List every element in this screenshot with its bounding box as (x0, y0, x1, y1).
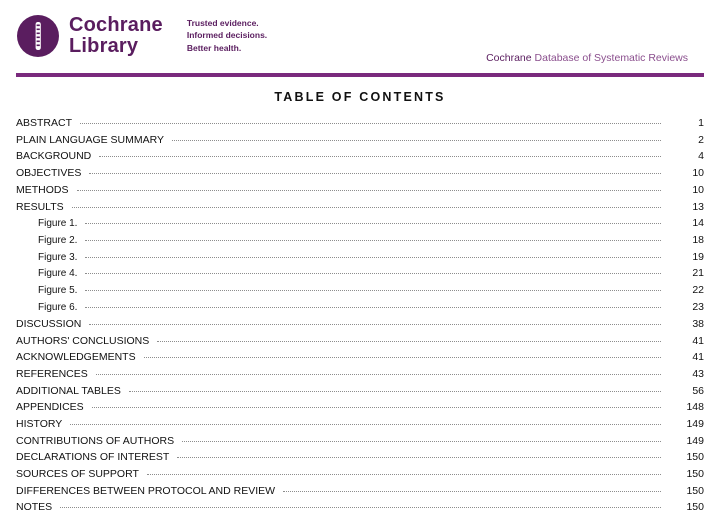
toc-leader-dots (144, 350, 661, 358)
toc-entry-label: ABSTRACT (16, 117, 73, 130)
toc-leader-dots (80, 116, 661, 124)
toc-entry[interactable] (16, 466, 704, 483)
toc-leader-dots (283, 484, 661, 492)
toc-entry-page: 1 (698, 117, 704, 130)
toc-entry-label: Figure 2. (38, 234, 78, 246)
toc-entry[interactable] (16, 449, 704, 466)
logo-line-2: Library (69, 35, 139, 57)
toc-entry-label: Figure 3. (38, 251, 78, 263)
toc-entry[interactable] (16, 366, 704, 383)
toc-entry-page: 150 (686, 451, 704, 464)
cochrane-logo[interactable] (16, 14, 163, 58)
toc-entry-page: 38 (692, 317, 704, 330)
toc-entry-page: 19 (692, 250, 704, 263)
logo-line-1: Cochrane (69, 14, 163, 37)
toc-entry-page: 2 (698, 133, 704, 146)
table-of-contents (16, 115, 704, 516)
toc-entry[interactable] (16, 433, 704, 450)
toc-entry-page: 10 (692, 183, 704, 196)
toc-leader-dots (85, 216, 661, 224)
toc-entry[interactable] (16, 232, 704, 249)
toc-entry-page: 23 (692, 300, 704, 313)
toc-leader-dots (85, 300, 661, 308)
toc-entry[interactable] (16, 182, 704, 199)
toc-leader-dots (96, 367, 661, 375)
brand-tagline (187, 17, 267, 54)
toc-entry-label: APPENDICES (16, 401, 84, 414)
header-rule (16, 73, 704, 77)
toc-entry-label: METHODS (16, 183, 69, 196)
toc-leader-dots (89, 317, 661, 325)
toc-entry-label: REFERENCES (16, 367, 88, 380)
toc-entry[interactable] (16, 265, 704, 282)
toc-entry-page: 43 (692, 367, 704, 380)
logo-wordmark (69, 15, 163, 57)
toc-entry-label: OBJECTIVES (16, 167, 82, 180)
toc-entry-page: 149 (686, 418, 704, 431)
toc-leader-dots (72, 200, 661, 208)
toc-entry[interactable] (16, 148, 704, 165)
toc-entry[interactable] (16, 165, 704, 182)
toc-entry-label: Figure 5. (38, 285, 78, 297)
toc-entry-page: 41 (692, 351, 704, 364)
toc-entry-page: 13 (692, 200, 704, 213)
toc-entry[interactable] (16, 215, 704, 232)
toc-leader-dots (99, 149, 661, 157)
toc-entry-page: 18 (692, 233, 704, 246)
toc-entry-page: 41 (692, 334, 704, 347)
toc-entry-label: AUTHORS' CONCLUSIONS (16, 334, 150, 347)
toc-leader-dots (92, 400, 661, 408)
toc-entry-label: CONTRIBUTIONS OF AUTHORS (16, 434, 175, 447)
toc-leader-dots (89, 166, 661, 174)
toc-entry-label: Figure 6. (38, 301, 78, 313)
toc-entry-label: BACKGROUND (16, 150, 92, 163)
toc-entry[interactable] (16, 282, 704, 299)
toc-entry[interactable] (16, 198, 704, 215)
toc-entry-label: Figure 4. (38, 268, 78, 280)
toc-entry-page: 10 (692, 167, 704, 180)
toc-entry-label: DIFFERENCES BETWEEN PROTOCOL AND REVIEW (16, 484, 276, 497)
toc-entry-label: RESULTS (16, 200, 64, 213)
journal-title-rest: Database of Systematic Reviews (534, 52, 688, 64)
toc-entry[interactable] (16, 416, 704, 433)
toc-entry-label: PLAIN LANGUAGE SUMMARY (16, 133, 165, 146)
tagline-line-2: Informed decisions. (186, 30, 268, 41)
toc-leader-dots (77, 183, 662, 191)
toc-leader-dots (85, 250, 661, 258)
journal-title (486, 52, 688, 64)
page-title: TABLE OF CONTENTS (274, 90, 446, 104)
toc-entry-page: 150 (686, 468, 704, 481)
toc-entry-page: 21 (692, 267, 704, 280)
toc-leader-dots (85, 266, 661, 274)
toc-entry-page: 14 (692, 217, 704, 230)
toc-leader-dots (70, 417, 661, 425)
toc-leader-dots (177, 450, 661, 458)
toc-leader-dots (172, 133, 661, 141)
toc-entry-page: 150 (686, 501, 704, 514)
toc-leader-dots (182, 434, 661, 442)
toc-leader-dots (147, 467, 661, 475)
toc-entry[interactable] (16, 349, 704, 366)
toc-entry-label: NOTES (16, 501, 53, 514)
toc-entry-page: 22 (692, 284, 704, 297)
journal-title-brand: Cochrane (486, 52, 532, 64)
toc-entry-label: HISTORY (16, 418, 63, 431)
toc-leader-dots (157, 334, 661, 342)
toc-entry[interactable] (16, 383, 704, 400)
toc-leader-dots (129, 384, 661, 392)
toc-entry-page: 149 (686, 434, 704, 447)
toc-entry[interactable] (16, 483, 704, 500)
toc-entry-page: 150 (686, 484, 704, 497)
cochrane-logo-icon (16, 14, 60, 58)
toc-entry[interactable] (16, 333, 704, 350)
toc-entry-label: ADDITIONAL TABLES (16, 384, 121, 397)
page-header (16, 0, 704, 66)
toc-entry-label: SOURCES OF SUPPORT (16, 468, 139, 481)
toc-entry-label: ACKNOWLEDGEMENTS (16, 351, 136, 364)
toc-leader-dots (85, 233, 661, 241)
tagline-line-1: Trusted evidence. (186, 18, 259, 28)
toc-entry-label: DISCUSSION (16, 317, 82, 330)
toc-leader-dots (60, 500, 661, 508)
toc-entry[interactable] (16, 249, 704, 266)
toc-entry[interactable] (16, 115, 704, 132)
toc-entry-label: DECLARATIONS OF INTEREST (16, 451, 170, 464)
toc-entry-page: 4 (698, 150, 704, 163)
toc-entry[interactable] (16, 316, 704, 333)
toc-entry[interactable] (16, 399, 704, 416)
toc-entry-label: Figure 1. (38, 218, 78, 230)
toc-entry[interactable] (16, 299, 704, 316)
tagline-line-3: Better health. (186, 42, 242, 53)
toc-entry-page: 148 (686, 401, 704, 414)
toc-entry[interactable] (16, 499, 704, 516)
toc-entry-page: 56 (692, 384, 704, 397)
toc-entry[interactable] (16, 132, 704, 149)
toc-leader-dots (85, 283, 661, 291)
